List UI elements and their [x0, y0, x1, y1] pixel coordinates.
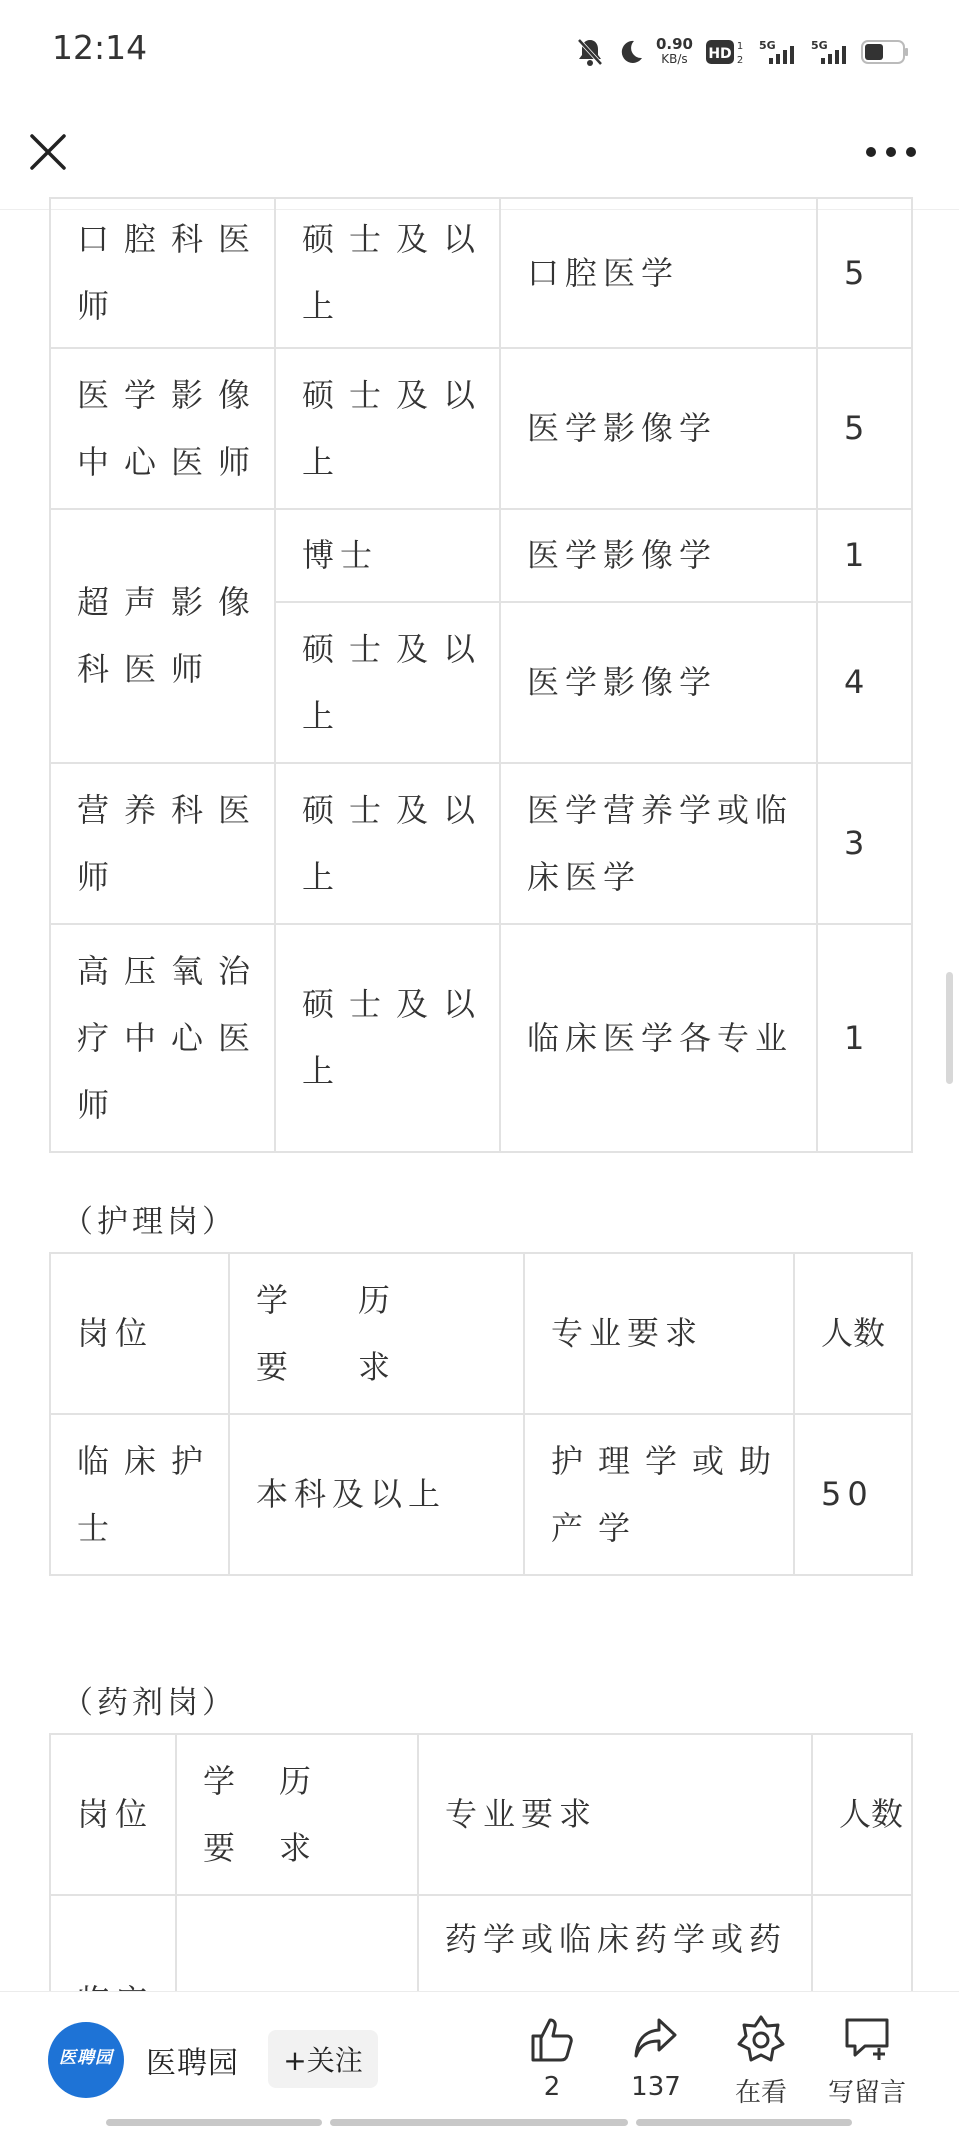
- table-header-row: [50, 1734, 912, 1895]
- svg-text:2: 2: [736, 55, 744, 66]
- table-row: [50, 198, 912, 348]
- home-indicator-segment: [330, 2119, 628, 2126]
- scroll-indicator[interactable]: [946, 972, 953, 1084]
- mute-bell-icon: [576, 37, 604, 67]
- major-cell: 医学影像学: [500, 602, 817, 763]
- follow-button[interactable]: +关注: [268, 2030, 378, 2088]
- header-education: 学历要求: [229, 1253, 524, 1414]
- education-cell: 硕士及以上: [275, 198, 500, 348]
- share-arrow-icon: [631, 2014, 681, 2064]
- signal-5g-sim2-icon: [809, 37, 849, 67]
- count-cell: 1: [817, 924, 912, 1152]
- table-header-row: [50, 1253, 912, 1414]
- more-button[interactable]: [863, 140, 919, 164]
- position-cell: 临床护士: [50, 1414, 229, 1575]
- watching-label: 在看: [734, 2078, 787, 2108]
- major-cell: 口腔医学: [500, 198, 817, 348]
- moon-icon: [616, 38, 644, 66]
- major-cell: 医学影像学: [500, 509, 817, 602]
- comment-add-icon: [841, 2014, 893, 2064]
- education-cell: 硕士及以上: [275, 348, 500, 509]
- avatar-logo-subtext: [85, 2070, 87, 2077]
- table-row: [50, 763, 912, 924]
- education-cell: 本科及以上: [229, 1414, 524, 1575]
- position-cell: 口腔科医师: [50, 198, 275, 348]
- count-cell: 5: [817, 198, 912, 348]
- header-count: 人数: [812, 1734, 912, 1895]
- battery-icon: [861, 38, 909, 66]
- count-cell: 3: [817, 763, 912, 924]
- status-time: 12:14: [52, 28, 148, 67]
- table-row: [50, 509, 912, 602]
- network-speed-unit: KB/s: [661, 52, 688, 66]
- svg-text:5G: 5G: [811, 39, 828, 52]
- comment-label: 写留言: [827, 2078, 906, 2108]
- comment-button[interactable]: [817, 2014, 917, 2124]
- doctor-positions-table: [49, 197, 913, 1153]
- position-cell: 超声影像科医师: [50, 509, 275, 763]
- status-bar: [0, 0, 959, 100]
- account-name[interactable]: 医聘园: [146, 2046, 239, 2081]
- major-cell: 医学营养学或临床医学: [500, 763, 817, 924]
- position-cell: 高压氧治疗中心医师: [50, 924, 275, 1152]
- table-row: [50, 348, 912, 509]
- avatar[interactable]: [48, 2022, 124, 2098]
- signal-5g-sim1-icon: [757, 37, 797, 67]
- table-row: [50, 924, 912, 1152]
- network-speed-value: 0.90: [655, 35, 693, 53]
- count-cell: 4: [817, 602, 912, 763]
- count-cell: 50: [794, 1414, 912, 1575]
- home-indicator-segment: [636, 2119, 852, 2126]
- count-cell: 5: [817, 348, 912, 509]
- major-cell: 临床医学各专业: [500, 924, 817, 1152]
- major-cell: 护理学或助产学: [524, 1414, 794, 1575]
- position-cell: 医学影像中心医师: [50, 348, 275, 509]
- education-cell: 硕士及以上: [275, 602, 500, 763]
- watching-star-icon: [736, 2014, 786, 2064]
- education-cell: 硕士及以上: [275, 763, 500, 924]
- home-indicator-segment: [106, 2119, 322, 2126]
- nursing-table: [49, 1252, 913, 1576]
- education-cell: 博士: [275, 509, 500, 602]
- more-icon: [863, 140, 919, 164]
- article-content: [0, 211, 959, 1991]
- like-button[interactable]: [502, 2014, 602, 2124]
- count-cell: 1: [817, 509, 912, 602]
- education-cell: 硕士及以上: [275, 924, 500, 1152]
- header-major: 专业要求: [418, 1734, 812, 1895]
- share-count: 137: [631, 2072, 681, 2102]
- pharmacy-section-title: （药剂岗）: [62, 1685, 237, 1721]
- header-major: 专业要求: [524, 1253, 794, 1414]
- like-count: 2: [543, 2072, 561, 2102]
- watching-button[interactable]: [711, 2014, 811, 2124]
- share-button[interactable]: [606, 2014, 706, 2124]
- header-position: 岗位: [50, 1253, 229, 1414]
- status-icons: [576, 32, 909, 72]
- close-icon: [26, 130, 70, 174]
- svg-text:HD: HD: [708, 46, 732, 62]
- nav-bar: [0, 100, 959, 210]
- thumbs-up-icon: [527, 2014, 577, 2064]
- close-button[interactable]: [26, 130, 70, 174]
- header-education: 学历要求: [176, 1734, 418, 1895]
- major-cell: 医学影像学: [500, 348, 817, 509]
- hd-icon: [705, 37, 745, 67]
- bottom-action-bar: [0, 1991, 959, 2131]
- network-speed: [656, 37, 693, 67]
- nursing-section-title: （护理岗）: [62, 1204, 237, 1240]
- table-row: [50, 1414, 912, 1575]
- svg-text:1: 1: [736, 41, 744, 52]
- position-cell: 营养科医师: [50, 763, 275, 924]
- header-position: 岗位: [50, 1734, 176, 1895]
- header-count: 人数: [794, 1253, 912, 1414]
- avatar-logo-text: 医聘园: [59, 2048, 113, 2068]
- major-cell: 药学或临床药学或药: [418, 1895, 812, 2056]
- svg-text:5G: 5G: [759, 39, 776, 52]
